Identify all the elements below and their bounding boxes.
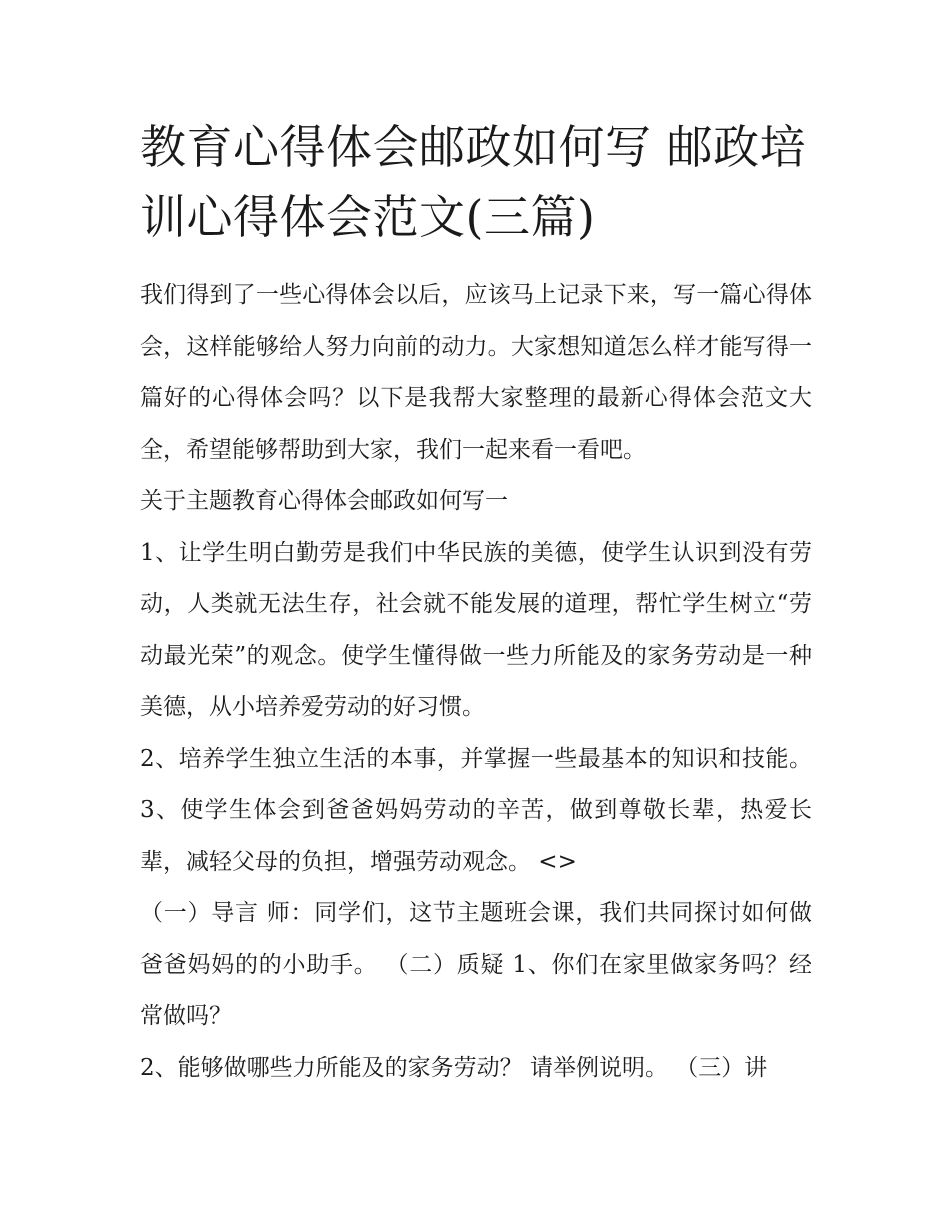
intro-paragraph: 我们得到了一些心得体会以后，应该马上记录下来，写一篇心得体会，这样能够给人努力向前的动力。大家想知道怎么样才能写得一篇好的心得体会吗？以下是我帮大家整理的最新心得体会范文大全，希望能够帮助到大家，我们一起来看一看吧。 <box>140 282 812 463</box>
objective-paragraph-1: 1、让学生明白勤劳是我们中华民族的美德，使学生认识到没有劳动，人类就无法生存，社会就不能发展的道理，帮忙学生树立“劳动最光荣”的观念。使学生懂得做一些力所能及的家务劳动是一种美德，从小培养爱劳动的好习惯。 <box>140 539 812 720</box>
section-heading: 关于主题教育心得体会邮政如何写一 <box>140 488 508 514</box>
lesson-paragraph-2: 2、能够做哪些力所能及的家务劳动？ 请举例说明。 （三）讲 <box>140 1054 768 1081</box>
document-body <box>140 112 812 1094</box>
lesson-paragraph-1: （一）导言 师：同学们，这节主题班会课，我们共同探讨如何做爸爸妈妈的的小助手。 （二）质疑 1、你们在家里做家务吗？经常做吗？ <box>140 900 812 1029</box>
document-title: 教育心得体会邮政如何写 邮政培训心得体会范文(三篇) <box>140 120 807 244</box>
objective-paragraph-2: 2、培养学生独立生活的本事，并掌握一些最基本的知识和技能。 3、使学生体会到爸爸妈妈劳动的辛苦，做到尊敬长辈，热爱长辈，减轻父母的负担，增强劳动观念。 <> <box>140 745 812 875</box>
